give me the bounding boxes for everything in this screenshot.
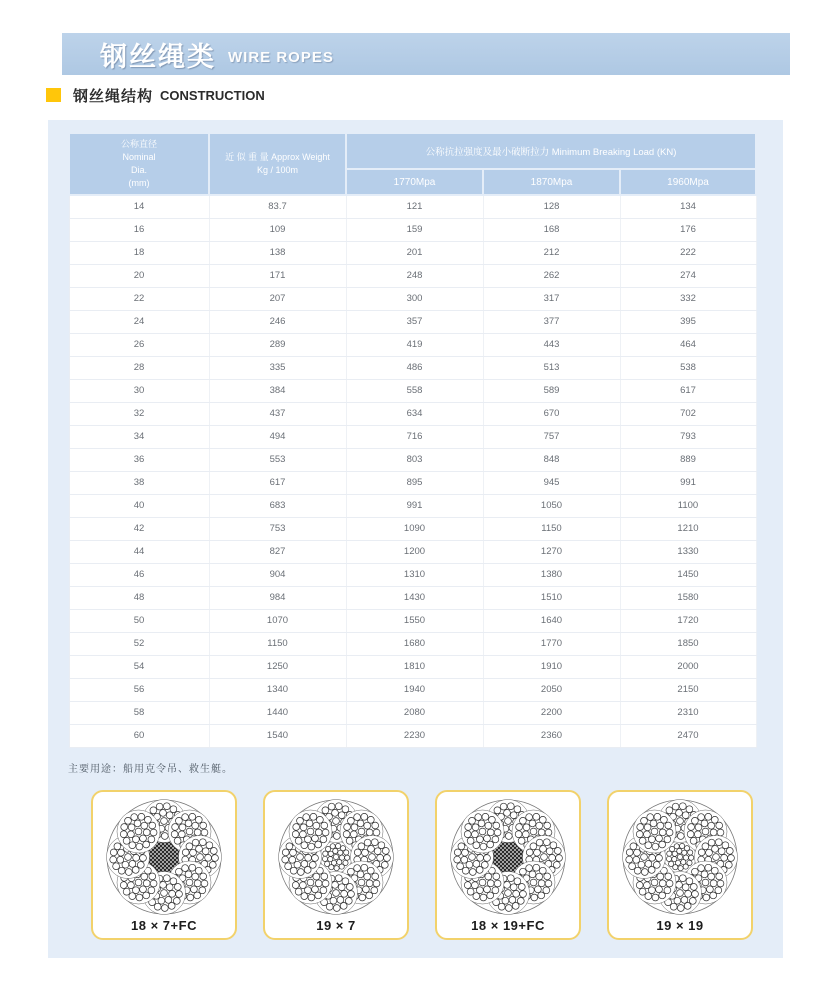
table-cell: 757	[483, 425, 620, 448]
header-grade-1770: 1770Mpa	[346, 169, 483, 195]
table-cell: 201	[346, 241, 483, 264]
table-cell: 18	[69, 241, 209, 264]
table-row	[69, 632, 756, 655]
table-cell: 121	[346, 195, 483, 218]
table-cell: 1250	[209, 655, 346, 678]
table-cell: 24	[69, 310, 209, 333]
table-cell: 1540	[209, 724, 346, 747]
table-cell: 1330	[620, 540, 756, 563]
rope-cross-section	[277, 798, 395, 916]
table-row	[69, 724, 756, 747]
header-nominal-dia: 公称直径 Nominal Dia. (mm)	[69, 133, 209, 195]
table-cell: 1580	[620, 586, 756, 609]
table-cell: 212	[483, 241, 620, 264]
table-cell: 1440	[209, 701, 346, 724]
table-row	[69, 379, 756, 402]
table-cell: 248	[346, 264, 483, 287]
table-cell: 1910	[483, 655, 620, 678]
table-cell: 20	[69, 264, 209, 287]
rope-cross-section	[105, 798, 223, 916]
table-cell: 702	[620, 402, 756, 425]
table-cell: 171	[209, 264, 346, 287]
table-cell: 14	[69, 195, 209, 218]
usage-note: 主要用途：船用克令吊、救生艇。	[68, 764, 233, 775]
table-cell: 1150	[483, 517, 620, 540]
table-cell: 486	[346, 356, 483, 379]
rope-diagram-cards	[91, 790, 753, 940]
section-title-zh: 钢丝绳结构	[73, 87, 154, 105]
table-cell: 317	[483, 287, 620, 310]
table-cell: 159	[346, 218, 483, 241]
table-cell: 1050	[483, 494, 620, 517]
table-cell: 36	[69, 448, 209, 471]
table-cell: 246	[209, 310, 346, 333]
table-cell: 419	[346, 333, 483, 356]
table-cell: 50	[69, 609, 209, 632]
table-cell: 2000	[620, 655, 756, 678]
table-cell: 1640	[483, 609, 620, 632]
table-row	[69, 701, 756, 724]
table-cell: 1340	[209, 678, 346, 701]
table-cell: 895	[346, 471, 483, 494]
table-cell: 553	[209, 448, 346, 471]
table-cell: 168	[483, 218, 620, 241]
table-row	[69, 563, 756, 586]
table-cell: 2080	[346, 701, 483, 724]
banner-title-en: WIRE ROPES	[228, 48, 334, 66]
table-cell: 46	[69, 563, 209, 586]
table-cell: 1150	[209, 632, 346, 655]
header-approx-weight: 近 似 重 量 Approx Weight Kg / 100m	[209, 133, 346, 195]
rope-construction-label: 18 × 19+FC	[471, 918, 545, 933]
table-cell: 1940	[346, 678, 483, 701]
table-cell: 2470	[620, 724, 756, 747]
table-cell: 1090	[346, 517, 483, 540]
table-cell: 793	[620, 425, 756, 448]
rope-diagram-card	[435, 790, 581, 940]
rope-diagram-card	[607, 790, 753, 940]
table-cell: 262	[483, 264, 620, 287]
table-cell: 138	[209, 241, 346, 264]
table-cell: 991	[346, 494, 483, 517]
table-cell: 1270	[483, 540, 620, 563]
yellow-bullet-icon	[46, 88, 61, 102]
table-cell: 54	[69, 655, 209, 678]
page-banner	[62, 33, 790, 75]
table-row	[69, 402, 756, 425]
table-cell: 1070	[209, 609, 346, 632]
table-row	[69, 517, 756, 540]
table-cell: 34	[69, 425, 209, 448]
table-cell: 1510	[483, 586, 620, 609]
table-cell: 395	[620, 310, 756, 333]
table-cell: 335	[209, 356, 346, 379]
table-cell: 176	[620, 218, 756, 241]
table-cell: 753	[209, 517, 346, 540]
rope-diagram-card	[91, 790, 237, 940]
table-cell: 42	[69, 517, 209, 540]
table-cell: 332	[620, 287, 756, 310]
table-cell: 40	[69, 494, 209, 517]
table-cell: 848	[483, 448, 620, 471]
table-row	[69, 655, 756, 678]
table-cell: 60	[69, 724, 209, 747]
header-grade-1870: 1870Mpa	[483, 169, 620, 195]
table-row	[69, 448, 756, 471]
rope-construction-label: 18 × 7+FC	[131, 918, 197, 933]
content-panel	[48, 120, 783, 958]
table-row	[69, 609, 756, 632]
table-cell: 1210	[620, 517, 756, 540]
table-cell: 109	[209, 218, 346, 241]
table-cell: 443	[483, 333, 620, 356]
table-row	[69, 356, 756, 379]
table-cell: 1450	[620, 563, 756, 586]
table-row	[69, 586, 756, 609]
table-cell: 207	[209, 287, 346, 310]
table-cell: 56	[69, 678, 209, 701]
header-grade-1960: 1960Mpa	[620, 169, 756, 195]
table-cell: 357	[346, 310, 483, 333]
table-cell: 1850	[620, 632, 756, 655]
table-cell: 2150	[620, 678, 756, 701]
table-cell: 377	[483, 310, 620, 333]
table-cell: 48	[69, 586, 209, 609]
table-cell: 1380	[483, 563, 620, 586]
section-title-en: CONSTRUCTION	[160, 87, 265, 103]
table-cell: 991	[620, 471, 756, 494]
table-cell: 617	[209, 471, 346, 494]
table-cell: 32	[69, 402, 209, 425]
table-cell: 2200	[483, 701, 620, 724]
table-cell: 30	[69, 379, 209, 402]
table-cell: 1770	[483, 632, 620, 655]
table-row	[69, 678, 756, 701]
table-cell: 984	[209, 586, 346, 609]
table-cell: 634	[346, 402, 483, 425]
table-cell: 2050	[483, 678, 620, 701]
table-cell: 716	[346, 425, 483, 448]
table-cell: 16	[69, 218, 209, 241]
table-cell: 300	[346, 287, 483, 310]
table-cell: 2230	[346, 724, 483, 747]
table-row	[69, 425, 756, 448]
table-cell: 589	[483, 379, 620, 402]
table-row	[69, 310, 756, 333]
table-cell: 494	[209, 425, 346, 448]
table-cell: 2310	[620, 701, 756, 724]
table-cell: 274	[620, 264, 756, 287]
table-row	[69, 494, 756, 517]
table-row	[69, 195, 756, 218]
table-cell: 44	[69, 540, 209, 563]
table-cell: 289	[209, 333, 346, 356]
table-cell: 904	[209, 563, 346, 586]
table-cell: 437	[209, 402, 346, 425]
table-cell: 128	[483, 195, 620, 218]
table-cell: 803	[346, 448, 483, 471]
spec-table-body	[69, 195, 756, 747]
rope-cross-section	[449, 798, 567, 916]
table-cell: 889	[620, 448, 756, 471]
table-cell: 38	[69, 471, 209, 494]
table-cell: 22	[69, 287, 209, 310]
table-cell: 1550	[346, 609, 483, 632]
rope-construction-label: 19 × 19	[656, 918, 704, 933]
table-row	[69, 218, 756, 241]
table-row	[69, 241, 756, 264]
rope-cross-section	[621, 798, 739, 916]
table-cell: 945	[483, 471, 620, 494]
table-cell: 28	[69, 356, 209, 379]
table-cell: 1810	[346, 655, 483, 678]
table-row	[69, 333, 756, 356]
rope-diagram-card	[263, 790, 409, 940]
table-cell: 83.7	[209, 195, 346, 218]
table-row	[69, 471, 756, 494]
table-cell: 26	[69, 333, 209, 356]
table-cell: 134	[620, 195, 756, 218]
spec-table	[68, 132, 757, 748]
table-cell: 683	[209, 494, 346, 517]
section-header	[46, 86, 265, 104]
table-row	[69, 264, 756, 287]
table-cell: 617	[620, 379, 756, 402]
table-cell: 2360	[483, 724, 620, 747]
header-breaking-load-group: 公称抗拉强度及最小破断拉力 Minimum Breaking Load (KN)	[346, 133, 756, 169]
table-cell: 1100	[620, 494, 756, 517]
table-cell: 384	[209, 379, 346, 402]
rope-construction-label: 19 × 7	[316, 918, 356, 933]
table-cell: 1680	[346, 632, 483, 655]
table-cell: 58	[69, 701, 209, 724]
table-cell: 538	[620, 356, 756, 379]
table-row	[69, 540, 756, 563]
table-cell: 52	[69, 632, 209, 655]
table-cell: 670	[483, 402, 620, 425]
table-row	[69, 287, 756, 310]
table-cell: 1200	[346, 540, 483, 563]
table-cell: 222	[620, 241, 756, 264]
table-cell: 827	[209, 540, 346, 563]
banner-title-zh: 钢丝绳类	[100, 41, 216, 72]
table-cell: 558	[346, 379, 483, 402]
table-cell: 513	[483, 356, 620, 379]
table-cell: 1430	[346, 586, 483, 609]
table-cell: 464	[620, 333, 756, 356]
table-cell: 1310	[346, 563, 483, 586]
table-cell: 1720	[620, 609, 756, 632]
